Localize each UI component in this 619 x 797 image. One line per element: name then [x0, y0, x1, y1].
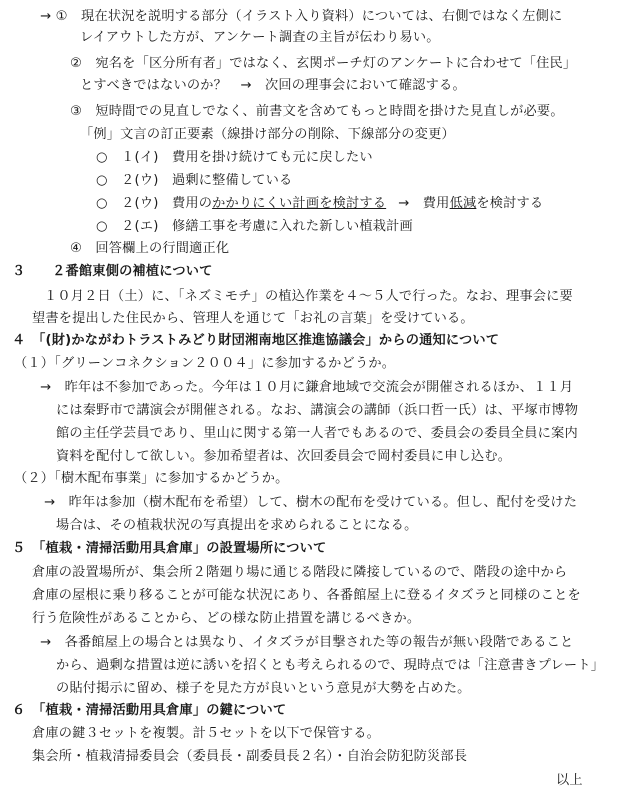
- section-4-heading: ４ 「(財)かながわトラストみどり財団湘南地区推進協議会」からの通知について: [12, 333, 500, 348]
- example-3-arrow-text: → 費用: [398, 196, 450, 211]
- item-1-line-2: レイアウトした方が、アンケート調査の主旨が伝わり易い。: [80, 30, 440, 45]
- section-6-body-1: 倉庫の鍵３セットを複製。計５セットを以下で保管する。: [32, 726, 381, 741]
- section-5-body-1: 倉庫の設置場所が、集会所２階廻り場に通じる階段に隣接しているので、階段の途中から: [32, 565, 568, 580]
- item-2-line-2: とすべきではないのか？ → 次回の理事会において確認する。: [80, 78, 466, 93]
- example-3: [96, 195, 543, 213]
- section-4-2-body-1: → 昨年は参加（樹木配布を希望）して、樹木の配布を受けている。但し、配付を受けた: [44, 495, 578, 510]
- example-3-prefix: ○ ２(ウ) 費用の: [96, 196, 213, 211]
- section-3-body-2: 望書を提出した住民から、管理人を通じて「お礼の言葉」を受けている。: [32, 311, 474, 326]
- example-3-suffix: を検討する: [476, 196, 544, 211]
- item-2-line-1: ② 宛名を「区分所有者」ではなく、玄関ポーチ灯のアンケートに合わせて「住民」: [70, 56, 577, 71]
- section-5-body-2: 倉庫の屋根に乗り移ることが可能な状況にあり、各番館屋上に登るイタズラと同様のことを: [32, 588, 581, 603]
- section-5-answer-2: から、過剰な措置は逆に誘いを招くとも考えられるので、現時点では「注意書きプレート」: [56, 658, 605, 673]
- closing-mark: 以上: [556, 773, 583, 788]
- section-6-heading: ６ 「植栽・清掃活動用具倉庫」の鍵について: [12, 703, 287, 718]
- section-4-1-body-3: 館の主任学芸員であり、里山に関する第一人者でもあるので、委員会の委員全員に案内: [56, 426, 578, 441]
- example-heading: 「例」文言の訂正要素（線掛け部分の削除、下線部分の変更）: [80, 127, 455, 142]
- section-4-1-body-4: 資料を配付して欲しい。参加希望者は、次回委員会で岡村委員に申し込む。: [56, 449, 512, 464]
- section-5-heading: ５ 「植栽・清掃活動用具倉庫」の設置場所について: [12, 541, 327, 556]
- section-4-1-body-2: には秦野市で講演会が開催される。なお、講演会の講師（浜口哲一氏）は、平塚市博物: [56, 403, 579, 418]
- section-5-answer-1: → 各番館屋上の場合とは異なり、イタズラが目撃された等の報告が無い段階であること: [40, 635, 574, 650]
- example-3-underlined: かかりにくい計画を検討する: [212, 196, 387, 211]
- item-4: ④ 回答欄上の行間適正化: [70, 241, 230, 256]
- section-6-body-2: 集会所・植栽清掃委員会（委員長・副委員長２名）・自治会防犯防災部長: [32, 749, 468, 764]
- section-5-answer-3: の貼付掲示に留め、様子を見た方が良いという意見が大勢を占めた。: [56, 681, 471, 696]
- example-2: ○ ２(ウ) 過剰に整備している: [96, 173, 293, 188]
- example-1: ○ １(イ) 費用を掛け続けても元に戻したい: [96, 150, 373, 165]
- section-3-heading: ３ ２番館東側の補植について: [12, 264, 213, 279]
- example-3-changed-word: 低減: [449, 196, 477, 211]
- section-5-body-3: 行う危険性があることから、どの様な防止措置を講じるべきか。: [32, 611, 421, 626]
- section-3-body-1: １０月２日（土）に、「ネズミモチ」の植込作業を４～５人で行った。なお、理事会に要: [44, 289, 573, 304]
- example-4: ○ ２(エ) 修繕工事を考慮に入れた新しい植栽計画: [96, 219, 413, 234]
- section-4-1-question: （１）「グリーンコネクション２００４」に参加するかどうか。: [14, 356, 396, 371]
- section-4-2-body-2: 場合は、その植栽状況の写真提出を求められることになる。: [56, 518, 418, 533]
- item-1-line-1: → ① 現在状況を説明する部分（イラスト入り資料）については、右側ではなく左側に: [40, 9, 563, 24]
- section-4-2-question: （２）「樹木配布事業」に参加するかどうか。: [14, 471, 289, 486]
- item-3-line-1: ③ 短時間での見直しでなく、前書文を含めてもっと時間を掛けた見直しが必要。: [70, 104, 564, 119]
- section-4-1-body-1: → 昨年は不参加であった。今年は１０月に鎌倉地域で交流会が開催されるほか、１１月: [40, 380, 574, 395]
